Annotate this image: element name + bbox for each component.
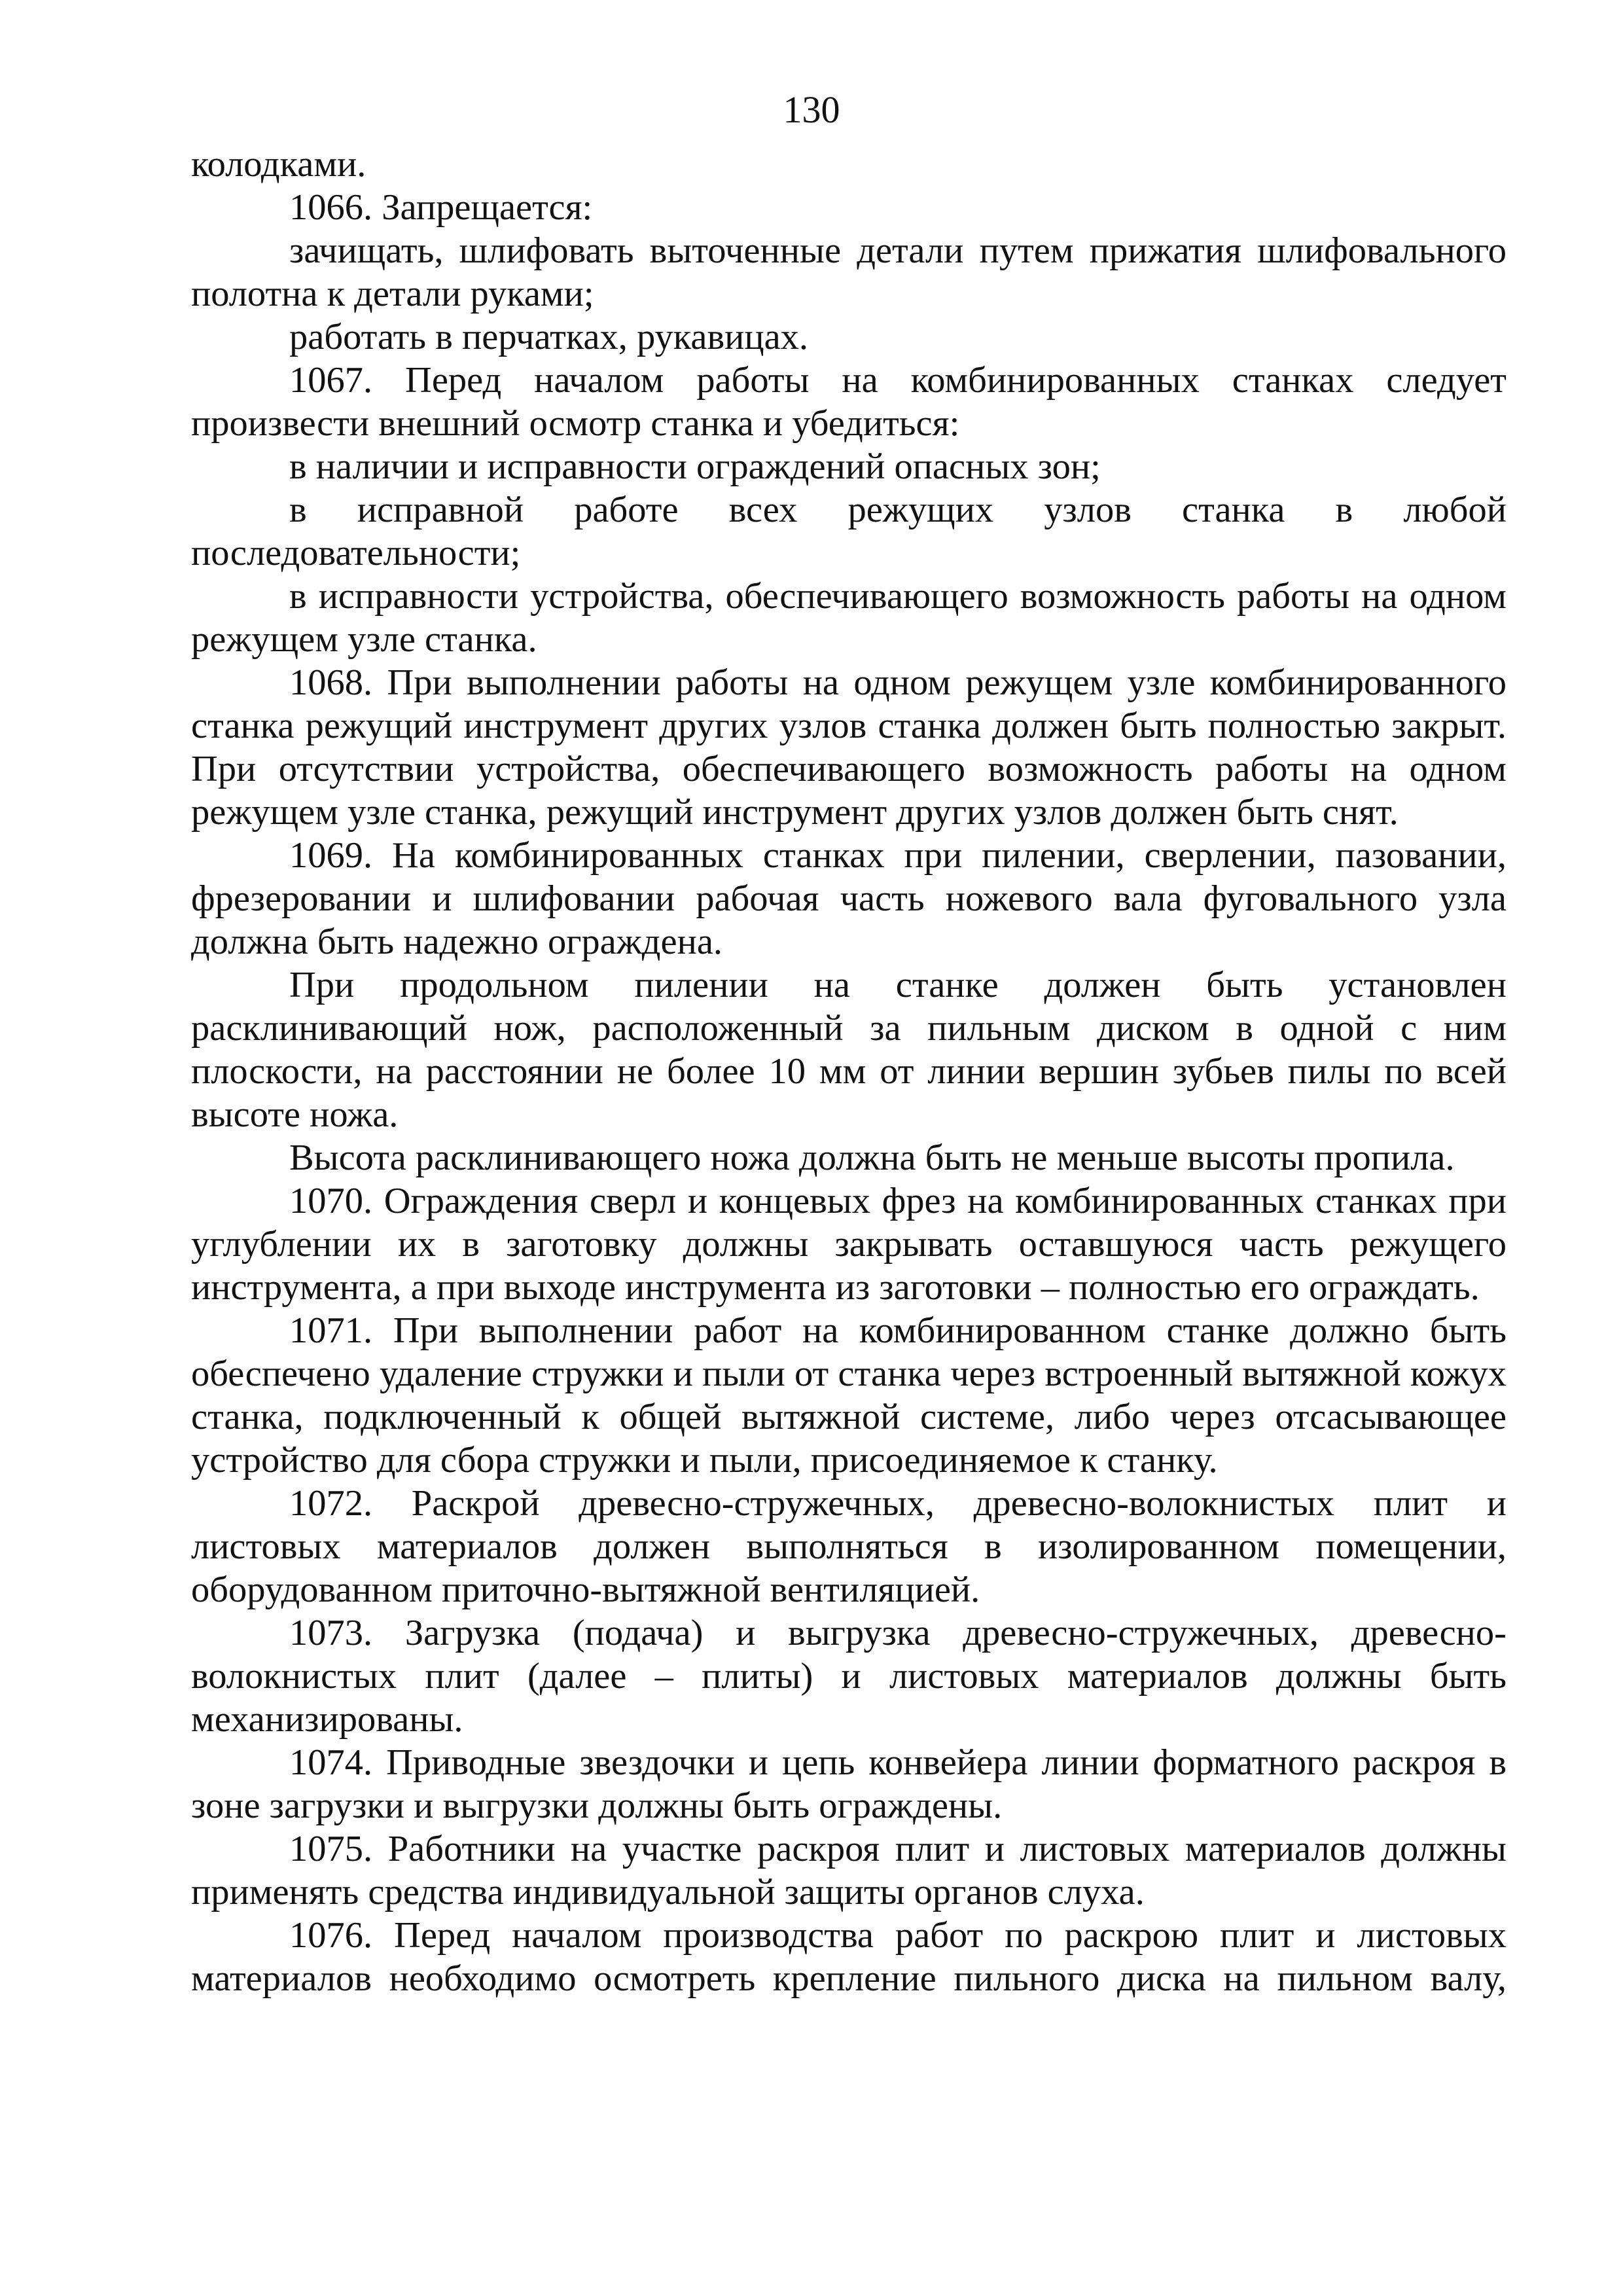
paragraph-1066-item-1: зачищать, шлифовать выточенные детали путем прижатия шлифовального полотна к детали руками;: [191, 230, 1507, 314]
paragraph-1067-item-3: в исправности устройства, обеспечивающего возможность работы на одном режущем узле станка.: [191, 576, 1507, 660]
paragraph-1070: 1070. Ограждения сверл и концевых фрез на комбинированных станках при углублении их в заготовку должны закрывать оставшуюся часть режущего инструмента, а при выходе инструмента из заготовки – полностью его ограждать.: [191, 1181, 1507, 1308]
paragraph-1069-part-2: При продольном пилении на станке должен быть установлен расклинивающий нож, расположенный за пильным диском в одной с ним плоскости, на расстоянии не более 10 мм от линии вершин зубьев пилы по всей высоте ножа.: [191, 965, 1507, 1135]
paragraph-1073: 1073. Загрузка (подача) и выгрузка древесно-стружечных, древесно-волокнистых плит (далее – плиты) и листовых материалов должны быть механизированы.: [191, 1613, 1507, 1740]
paragraph-1066-item-2: работать в перчатках, рукавицах.: [289, 317, 809, 357]
paragraph-continuation: колодками.: [191, 144, 366, 185]
paragraph-1068: 1068. При выполнении работы на одном режущем узле комбинированного станка режущий инструмент других узлов станка должен быть полностью закрыт. При отсутствии устройства, обеспечивающего возможность работы на одном режущем узле станка, режущий инструмент других узлов должен быть снят.: [191, 662, 1507, 833]
paragraph-1069-part-3: Высота расклинивающего ножа должна быть не меньше высоты пропила.: [289, 1138, 1455, 1178]
paragraph-1067-item-1: в наличии и исправности ограждений опасных зон;: [289, 446, 1101, 487]
paragraph-1072: 1072. Раскрой древесно-стружечных, древесно-волокнистых плит и листовых материалов должен выполняться в изолированном помещении, оборудованном приточно-вытяжной вентиляцией.: [191, 1483, 1507, 1610]
paragraph-1067-item-2: в исправной работе всех режущих узлов станка в любой последовательности;: [191, 490, 1507, 573]
paragraph-1066-heading: 1066. Запрещается:: [289, 187, 593, 228]
paragraph-1067: 1067. Перед началом работы на комбинированных станках следует произвести внешний осмотр станка и убедиться:: [191, 360, 1507, 444]
paragraph-1071: 1071. При выполнении работ на комбинированном станке должно быть обеспечено удаление стружки и пыли от станка через встроенный вытяжной кожух станка, подключенный к общей вытяжной системе, либо через отсасывающее устройство для сбора стружки и пыли, присоединяемое к станку.: [191, 1310, 1507, 1480]
page-number: 130: [783, 88, 840, 131]
document-text-body: [191, 143, 1507, 2000]
paragraph-1074: 1074. Приводные звездочки и цепь конвейера линии форматного раскроя в зоне загрузки и выгрузки должны быть ограждены.: [191, 1742, 1507, 1826]
paragraph-1075: 1075. Работники на участке раскроя плит и листовых материалов должны применять средства индивидуальной защиты органов слуха.: [191, 1829, 1507, 1912]
paragraph-1069: 1069. На комбинированных станках при пилении, сверлении, пазовании, фрезеровании и шлифовании рабочая часть ножевого вала фуговального узла должна быть надежно ограждена.: [191, 835, 1507, 962]
paragraph-1076: 1076. Перед началом производства работ по раскрою плит и листовых материалов необходимо осмотреть крепление пильного диска на пильном валу,: [191, 1915, 1507, 1999]
